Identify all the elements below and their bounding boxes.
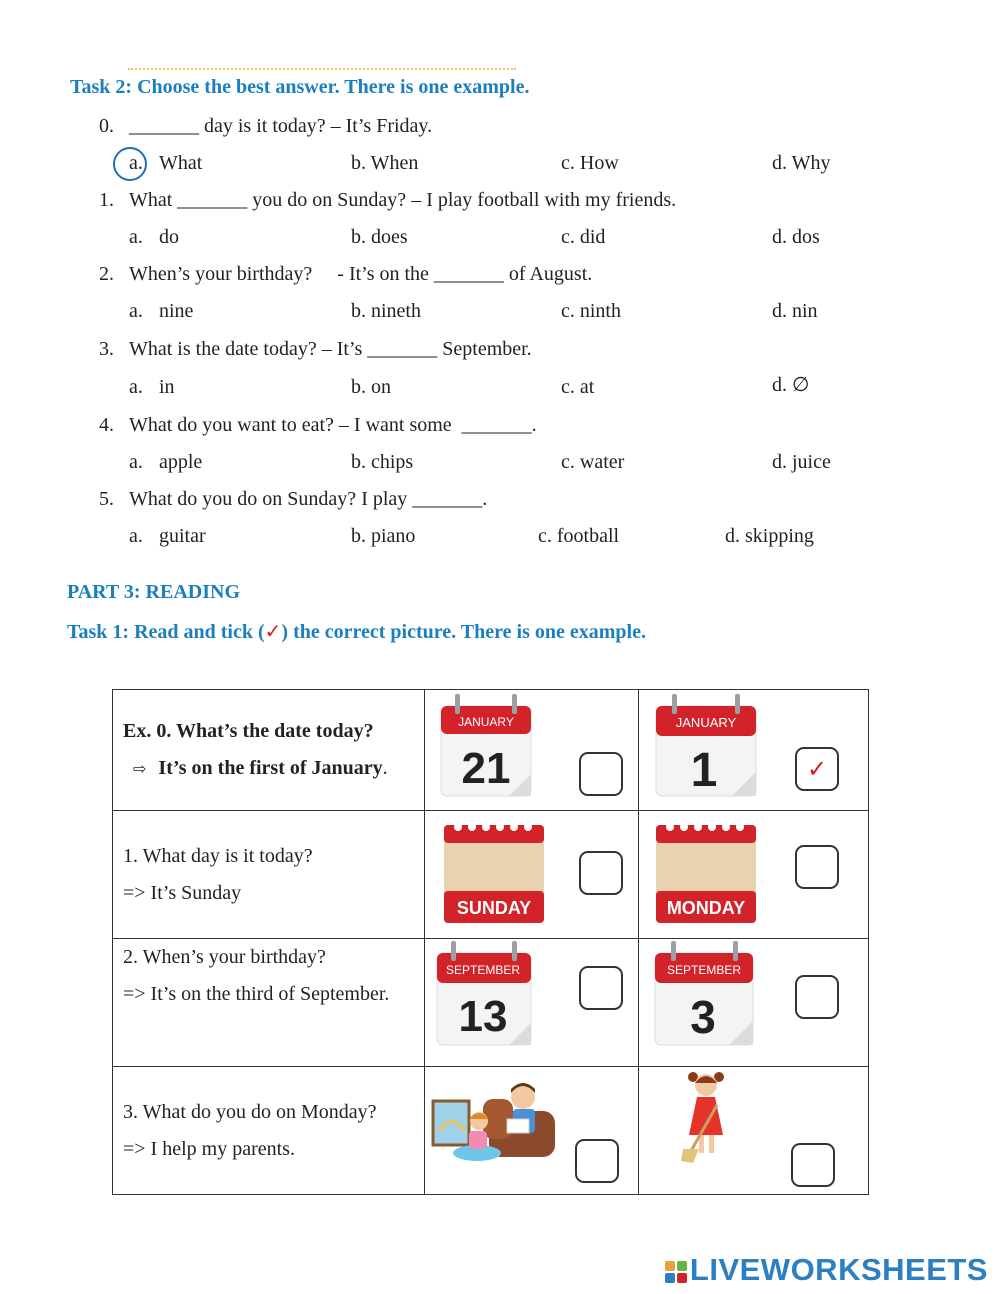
checkmark-icon: ✓ xyxy=(806,755,828,783)
question-0-text: _______ day is it today? – It’s Friday. xyxy=(129,115,433,137)
tick-box[interactable] xyxy=(579,966,623,1010)
q2-option-b[interactable]: b. nineth xyxy=(351,300,421,322)
q3-option-b[interactable]: b. on xyxy=(351,376,391,398)
q4-option-b[interactable]: b. chips xyxy=(351,451,414,473)
row1-pic1-label: SUNDAY xyxy=(456,898,532,918)
row0-pic2-day: 1 xyxy=(690,744,718,797)
question-2-text: When’s your birthday? - It’s on the _______ of August. xyxy=(129,263,593,285)
q0-option-a: What xyxy=(159,152,203,174)
arrow-icon: ⇨ xyxy=(133,759,147,778)
q1-option-a-letter: a. xyxy=(129,226,143,248)
q0-option-a-letter: a. xyxy=(129,152,143,174)
calendar-sunday-icon xyxy=(442,815,548,927)
row0-pic1-month: JANUARY xyxy=(458,715,514,729)
picture-cell xyxy=(639,1067,869,1195)
q5-option-b[interactable]: b. piano xyxy=(351,525,416,547)
task1-heading-post: ) the correct picture. There is one example. xyxy=(281,621,646,643)
question-cell xyxy=(113,939,425,1067)
q5-option-a[interactable]: guitar xyxy=(159,525,206,547)
question-3-text: What is the date today? – It’s _______ September. xyxy=(129,338,532,360)
tick-icon: ✓ xyxy=(264,619,282,643)
row0-pic2-month: JANUARY xyxy=(675,715,737,730)
picture-cell xyxy=(639,690,869,811)
top-dotted-divider xyxy=(128,68,516,70)
q0-option-d: d. Why xyxy=(772,152,831,174)
tick-box[interactable] xyxy=(795,975,839,1019)
q0-option-b: b. When xyxy=(351,152,419,174)
row1-answer: => It’s Sunday xyxy=(123,881,242,904)
question-0-number: 0. xyxy=(99,115,114,137)
row2-answer: => It’s on the third of September. xyxy=(123,983,390,1005)
question-4-number: 4. xyxy=(99,414,114,436)
table-row xyxy=(113,690,869,811)
question-cell xyxy=(113,811,425,939)
picture-cell xyxy=(425,811,639,939)
q1-option-b[interactable]: b. does xyxy=(351,226,408,248)
q2-option-d[interactable]: d. nin xyxy=(772,300,818,322)
tick-box[interactable] xyxy=(579,752,623,796)
q3-option-a[interactable]: in xyxy=(159,376,175,398)
task1-heading-pre: Task 1: Read and tick ( xyxy=(67,621,265,643)
picture-cell xyxy=(425,939,639,1067)
tick-box[interactable] xyxy=(795,845,839,889)
kids-reading-icon xyxy=(431,1079,561,1169)
row0-answer xyxy=(123,750,424,787)
task1-heading xyxy=(67,619,646,644)
question-5-number: 5. xyxy=(99,488,114,510)
q5-option-a-letter: a. xyxy=(129,525,143,547)
picture-cell xyxy=(639,939,869,1067)
q0-option-c: c. How xyxy=(561,152,619,174)
q3-option-a-letter: a. xyxy=(129,376,143,398)
question-3-number: 3. xyxy=(99,338,114,360)
calendar-january-21-icon xyxy=(439,692,535,800)
row0-pic1-day: 21 xyxy=(461,744,511,793)
row2-question: 2. When’s your birthday? xyxy=(123,946,326,968)
row1-pic2-label: MONDAY xyxy=(666,898,746,918)
picture-cell xyxy=(425,690,639,811)
table-row xyxy=(113,1067,869,1195)
table-row xyxy=(113,811,869,939)
row2-pic2-day: 3 xyxy=(690,991,716,1043)
question-4-text: What do you want to eat? – I want some _______. xyxy=(129,414,537,436)
q5-option-c[interactable]: c. football xyxy=(538,525,620,547)
q1-option-c[interactable]: c. did xyxy=(561,226,606,248)
row1-question: 1. What day is it today? xyxy=(123,844,313,867)
logo-text: LIVEWORKSHEETS xyxy=(689,1252,988,1287)
calendar-monday-icon xyxy=(654,815,760,927)
q4-option-c[interactable]: c. water xyxy=(561,451,625,473)
q2-option-a-letter: a. xyxy=(129,300,143,322)
row0-answer-end: . xyxy=(382,757,388,779)
calendar-january-1-icon xyxy=(654,692,758,800)
question-2-number: 2. xyxy=(99,263,114,285)
row2-pic1-day: 13 xyxy=(458,992,508,1041)
reading-table xyxy=(112,689,869,1195)
tick-box[interactable] xyxy=(579,851,623,895)
q5-option-d[interactable]: d. skipping xyxy=(725,525,814,547)
tick-box[interactable] xyxy=(575,1139,619,1183)
tick-box-checked[interactable] xyxy=(795,747,839,791)
row3-answer: => I help my parents. xyxy=(123,1137,295,1160)
q1-option-a[interactable]: do xyxy=(159,226,179,248)
liveworksheets-logo xyxy=(665,1252,988,1288)
q1-option-d[interactable]: d. dos xyxy=(772,226,820,248)
question-5-text: What do you do on Sunday? I play _______. xyxy=(129,488,488,510)
tick-box[interactable] xyxy=(791,1143,835,1187)
calendar-september-3-icon xyxy=(653,941,757,1049)
q3-option-c[interactable]: c. at xyxy=(561,376,595,398)
picture-cell xyxy=(639,811,869,939)
q4-option-d[interactable]: d. juice xyxy=(772,451,831,473)
row2-pic1-month: SEPTEMBER xyxy=(445,963,521,977)
logo-mark-icon xyxy=(665,1261,687,1283)
row0-answer-text: It’s on the first of January xyxy=(158,757,383,779)
q2-option-c[interactable]: c. ninth xyxy=(561,300,621,322)
calendar-september-13-icon xyxy=(435,941,535,1049)
row0-question: Ex. 0. What’s the date today? xyxy=(123,720,374,742)
question-1-text: What _______ you do on Sunday? – I play football with my friends. xyxy=(129,189,677,211)
part3-heading: PART 3: READING xyxy=(67,581,241,603)
question-cell xyxy=(113,690,425,811)
q2-option-a[interactable]: nine xyxy=(159,300,194,322)
row2-pic2-month: SEPTEMBER xyxy=(666,963,742,977)
q4-option-a-letter: a. xyxy=(129,451,143,473)
picture-cell xyxy=(425,1067,639,1195)
question-cell xyxy=(113,1067,425,1195)
table-row xyxy=(113,939,869,1067)
row3-question: 3. What do you do on Monday? xyxy=(123,1100,377,1123)
q3-option-d[interactable]: d. ∅ xyxy=(772,374,810,396)
task2-heading: Task 2: Choose the best answer. There is one example. xyxy=(70,76,530,98)
question-1-number: 1. xyxy=(99,189,114,211)
girl-sweeping-icon xyxy=(679,1069,735,1165)
q4-option-a[interactable]: apple xyxy=(159,451,203,473)
